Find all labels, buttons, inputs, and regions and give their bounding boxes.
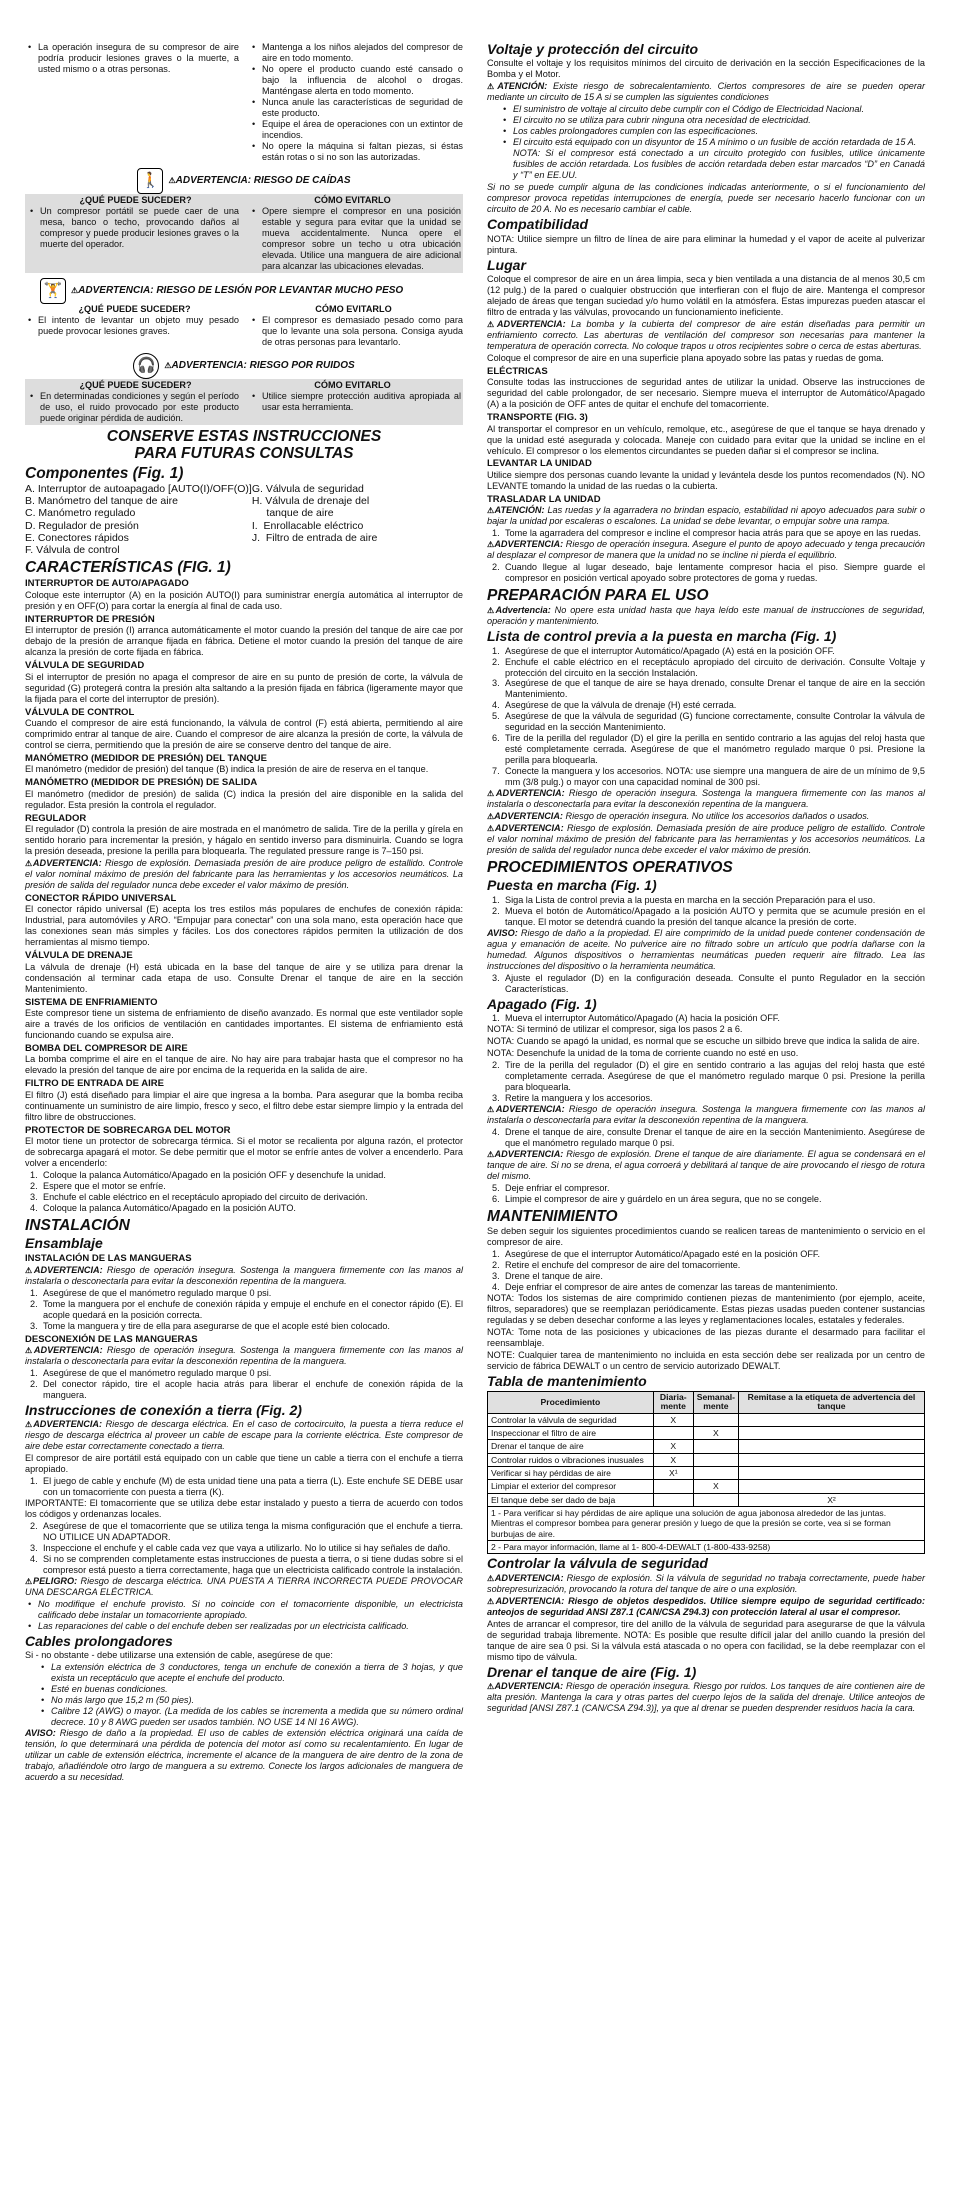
list-item: 2. Espere que el motor se enfríe. xyxy=(30,1180,166,1191)
component-item: B. Manómetro del tanque de aire xyxy=(25,495,178,508)
paragraph: El manómetro (medidor de presión) de salida (C) indica la presión del aire disponible en la salida del regulador. Esta presión la controla el regulador. xyxy=(25,788,463,810)
list-item: 4. Asegúrese de que la válvula de drenaje (H) esté cerrada. xyxy=(492,700,737,711)
warning-triangle-icon: ⚠ xyxy=(25,1265,34,1275)
caution-paragraph: ⚠ATENCIÓN: Las ruedas y la agarradera no brindan espacio, estabilidad ni apoyo adecuados para subir o bajar la unidad por escaleras o escalones. La unidad se debe levantar, o empujar sobre una rampa. xyxy=(487,505,925,527)
components-heading: Componentes (Fig. 1) xyxy=(25,464,184,482)
table-cell: X xyxy=(693,1427,738,1440)
warning-triangle-icon: ⚠ xyxy=(487,506,495,516)
warning-paragraph: ⚠ADVERTENCIA: Riesgo de operación insegura. Sostenga la manguera firmemente con las manos al instalarla o desconectarla para evitar la desconexión repentina de la manguera. xyxy=(25,1345,464,1366)
warning-triangle-icon: ⚠ xyxy=(487,82,498,92)
table-cell xyxy=(739,1467,925,1480)
warning-triangle-icon: ⚠ xyxy=(25,1420,34,1430)
table-cell xyxy=(693,1413,738,1426)
paragraph: Al transportar el compresor en un vehículo, remolque, etc., asegúrese de que el tanque se haya drenado y que la unidad esté asegurada y colocada. Maneje con cuidado para evitar que la unidad se incline en el vehículo. El compresor o los elementos circundantes se pueden dañar si el compresor se inclina. xyxy=(487,423,925,456)
section-subheading: VÁLVULA DE SEGURIDAD xyxy=(25,660,145,672)
list-item: 2. Del conector rápido, tire el acople hacia atrás para liberar el enchufe de conexión rápida de la manguera. xyxy=(30,1378,463,1400)
table-row xyxy=(488,1440,925,1453)
how-to-prevent-label: CÓMO EVITARLO xyxy=(315,303,392,314)
compatibility-heading: Compatibilidad xyxy=(487,216,589,233)
table-cell xyxy=(739,1413,925,1426)
table-cell: Drenar el tanque de aire xyxy=(488,1440,654,1453)
note: NOTA: Si terminó de utilizar el compresor, siga los pasos 2 a 6. xyxy=(487,1023,743,1034)
assembly-heading: Ensamblaje xyxy=(25,1234,103,1251)
numbered-list xyxy=(487,1060,925,1104)
paragraph: La válvula de drenaje (H) está ubicada en la base del tanque de aire y se utiliza para drenar la condensación al terminar cada etapa de uso. Consulte Drenar el tanque de aire en la sección Mantenimiento. xyxy=(25,961,463,994)
notice-paragraph: AVISO: Riesgo de daño a la propiedad. El uso de cables de extensión eléctrica originará una caída de tensión, lo que determinará una pérdida de potencia del motor así como su recalentamiento. En lugar de utilizar un cable de extensión eléctrica, incremente el alcance de la manguera de aire dentro de la zona de trabajo, añadiéndole otro largo de manguera a su extremo. Conecte los largos adicionales de manguera de acuerdo a su necesidad. xyxy=(25,1728,463,1783)
warning-paragraph: ⚠ADVERTENCIA: Riesgo de operación insegura. Sostenga la manguera firmemente con las manos al instalarla o desconectarla para evitar la desconexión repentina de la manguera. xyxy=(487,1103,926,1125)
bullet: • Los cables prolongadores cumplen con las especificaciones. xyxy=(487,126,925,137)
table-cell: Inspeccionar el filtro de aire xyxy=(488,1427,654,1440)
bullet-list xyxy=(487,104,925,148)
warning-triangle-icon: ⚠ xyxy=(487,789,496,799)
list-item: 6. Limpie el compresor de aire y guárdelo en un área segura, que no se congele. xyxy=(492,1193,822,1204)
numbered-list xyxy=(487,528,925,539)
list-item: 2. Tome la manguera por el enchufe de conexión rápida y empuje el enchufe en el conector rápido (E). El acople quedará en la posición correcta. xyxy=(30,1298,463,1320)
caution-paragraph: ⚠ATENCIÓN: Existe riesgo de sobrecalentamiento. Ciertos compresores de aire se pueden operar mediante un circuito de 15 A si se cumplen las siguientes condiciones xyxy=(487,81,926,103)
numbered-list xyxy=(25,1476,463,1498)
table-cell xyxy=(693,1440,738,1453)
table-cell xyxy=(739,1440,925,1453)
numbered-list xyxy=(487,1183,925,1205)
section-subheading: DESCONEXIÓN DE LAS MANGUERAS xyxy=(25,1333,198,1345)
list-item: 1. Asegúrese de que el manómetro regulado marque 0 psi. xyxy=(30,1367,272,1378)
warning-paragraph: ⚠ADVERTENCIA: Riesgo de explosión. Drene el tanque de aire diariamente. El agua se condensará en el tanque de aire. Si no se drena, el agua corroerá y debilitará al tanque de aire provocando el riesgo de rotura del mismo. xyxy=(487,1148,926,1181)
table-cell: X xyxy=(653,1413,693,1426)
paragraph: NOTA: Utilice siempre un filtro de línea de aire para eliminar la humedad y el vapor de aceite al pulverizar pintura. xyxy=(487,233,925,255)
components-list xyxy=(25,483,463,557)
what-can-happen-label: ¿QUÉ PUEDE SUCEDER? xyxy=(79,194,192,205)
section-subheading: REGULADOR xyxy=(25,812,87,824)
bullet: • El suministro de voltaje al circuito debe cumplir con el Código de Electricidad Nacional. xyxy=(487,104,925,115)
warning-paragraph: ⚠ADVERTENCIA: Riesgo de explosión. Demasiada presión de aire produce peligro de estallido. Controle el valor nominal máximo de presión del fabricante para las herramientas y los accesorios neumáticos. La presión de salida del regulador nunca debe exceder el valor máximo de presión. xyxy=(25,857,463,890)
warning-paragraph: ⚠ADVERTENCIA: Riesgo de operación insegura. Asegure el punto de apoyo adecuado y tenga precaución al desplazar el compresor de manera que la unidad no se incline ni pierda el equilibrio. xyxy=(487,539,925,561)
list-item: 1. El juego de cable y enchufe (M) de esta unidad tiene una pata a tierra (L). Este enchufe SE DEBE usar con un tomacorriente con puesta a tierra (K). xyxy=(30,1476,463,1498)
paragraph: Coloque el compresor de aire en una superficie plana apoyado sobre las patas y ruedas de goma. xyxy=(487,352,884,363)
bullet: • El intento de levantar un objeto muy pesado puede provocar lesiones graves. xyxy=(25,315,239,337)
warning-triangle-icon: ⚠ xyxy=(487,606,496,616)
table-header: Semanal-mente xyxy=(693,1391,738,1413)
table-cell: X xyxy=(653,1453,693,1466)
warning-paragraph: ⚠ADVERTENCIA: Riesgo de descarga eléctrica. En el caso de cortocircuito, la puesta a tierra reduce el riesgo de descarga eléctrica al proveer un cable de escape para la corriente eléctrica. Este compresor de aire debe estar correctamente conectado a tierra. xyxy=(25,1419,463,1452)
paragraph: Si el interruptor de presión no apaga el compresor de aire en su punto de presión de corte, la válvula de seguridad (G) protegerá contra la presión alta saltando a la presión fijada en fábrica (ligeramente mayor que la fijada para el corte del interruptor de presión). xyxy=(25,671,463,704)
table-cell xyxy=(739,1480,925,1493)
warning-triangle-icon: ⚠ xyxy=(487,540,495,550)
paragraph: Este compresor tiene un sistema de enfriamiento de diseño avanzado. Es normal que este ventilador sople aire a través de los orificios de ventilación en cantidades importantes. El sistema de enfriamiento está funcionando cuando se expulsa aire. xyxy=(25,1007,463,1040)
checklist-heading: Lista de control previa a la puesta en marcha (Fig. 1) xyxy=(487,628,837,645)
list-item: 2. Asegúrese de que el tomacorriente que se utiliza tenga la misma configuración que el enchufe a tierra. NO UTILICE UN ADAPTADOR. xyxy=(30,1521,463,1543)
list-item: 2. Enchufe el cable eléctrico en el receptáculo apropiado del circuito de derivación. Consulte Voltaje y protección del circuito en la sección Instalación. xyxy=(492,656,925,678)
bullet: • Esté en buenas condiciones. xyxy=(25,1684,463,1695)
component-item: A. Interruptor de autoapagado [AUTO(I)/OFF(O)] xyxy=(25,482,252,495)
section-subheading: ELÉCTRICAS xyxy=(487,365,548,377)
table-header: Remitase a la etiqueta de advertencia del tanque xyxy=(739,1391,925,1413)
table-cell xyxy=(739,1453,925,1466)
paragraph: El interruptor de presión (I) arranca automáticamente el motor cuando la presión del tanque de aire cae por debajo de la presión de arranque fijada en fábrica. Detiene el motor cuando la presión del tanque de aire alcanza la presión de corte fijada en fábrica. xyxy=(25,625,463,658)
bullet: • Un compresor portátil se puede caer de una mesa, banco o techo, provocando daños al compresor y puede producir lesiones graves o la muerte del operador. xyxy=(27,206,239,250)
bullet: • Equipe el área de operaciones con un extintor de incendios. xyxy=(249,119,463,141)
installation-heading: INSTALACIÓN xyxy=(25,1216,130,1234)
list-item: 3. Asegúrese de que el tanque de aire se haya drenado, consulte Drenar el tanque de aire en la sección Mantenimiento. xyxy=(492,678,925,700)
table-cell: X xyxy=(653,1440,693,1453)
list-item: 1. Coloque la palanca Automático/Apagado en la posición OFF y desenchufe la unidad. xyxy=(30,1169,386,1180)
voltage-heading: Voltaje y protección del circuito xyxy=(487,41,699,57)
heavy-lifting-icon: 🏋 xyxy=(40,278,66,304)
list-item: 6. Tire de la perilla del regulador (D) el gire la perilla en sentido contrario a las agujas del reloj hasta que esté completamente cerrada. Asegúrese de que el manómetro regulado marque 0 psi. Presione la perilla para bloquearla. xyxy=(492,733,925,766)
list-item: 2. Tire de la perilla del regulador (D) el gire en sentido contrario a las agujas del reloj hasta que esté completamente cerrada. Asegúrese de que el manómetro regulado marque 0 psi. Presione la perilla para bloquearla. xyxy=(492,1059,925,1092)
section-subheading: INSTALACIÓN DE LAS MANGUERAS xyxy=(25,1253,192,1265)
note: NOTE: Cualquier tarea de mantenimiento no incluida en esta sección debe ser realizada por un centro de servicio de fábrica DEWALT o un centro de servicio autorizado DEWALT. xyxy=(487,1349,925,1371)
section-subheading: VÁLVULA DE DRENAJE xyxy=(25,950,133,962)
preparation-heading: PREPARACIÓN PARA EL USO xyxy=(487,587,709,605)
what-can-happen-label: ¿QUÉ PUEDE SUCEDER? xyxy=(79,379,192,390)
list-item: 4. Si no se comprenden completamente estas instrucciones de puesta a tierra, o si tiene dudas sobre si el compresor está puesto a tierra correctamente, haga que un electricista calificado controle la instalación. xyxy=(30,1554,463,1576)
list-item: 5. Asegúrese de que la válvula de seguridad (G) funcione correctamente, consulte Controlar la válvula de seguridad en la sección Mantenimiento. xyxy=(492,711,925,733)
list-item: 3. Retire la manguera y los accesorios. xyxy=(492,1092,653,1103)
table-cell xyxy=(653,1480,693,1493)
bullet: • La extensión eléctrica de 3 conductores, tenga un enchufe de conexión a tierra de 3 hojas, y que exista un receptáculo que acepte el enchufe del producto. xyxy=(25,1662,463,1684)
table-cell: El tanque debe ser dado de baja xyxy=(488,1493,654,1506)
table-cell xyxy=(653,1427,693,1440)
warning-paragraph: ⚠ADVERTENCIA: Riesgo de operación insegura. Sostenga la manguera firmemente con las manos al instalarla o desconectarla para evitar la desconexión repentina de la manguera. xyxy=(25,1264,464,1286)
bullet: • Calibre 12 (AWG) o mayor. (La medida de los cables se incrementa a medida que su número ordinal decrece. 10 y 8 AWG pueden ser usados también. NO USE 14 NI 16 AWG). xyxy=(25,1706,463,1728)
section-subheading: CONECTOR RÁPIDO UNIVERSAL xyxy=(25,892,177,904)
list-item: 3. Enchufe el cable eléctrico en el receptáculo apropiado del circuito de derivación. xyxy=(30,1191,368,1202)
fall-hazard-icon: 🚶 xyxy=(137,168,163,194)
check-safety-valve-heading: Controlar la válvula de seguridad xyxy=(487,1555,708,1572)
bullet: • No modifique el enchufe provisto. Si no coincide con el tomacorriente disponible, un electricista calificado debe instalar un tomacorriente apropiado. xyxy=(25,1599,463,1621)
what-can-happen-label: ¿QUÉ PUEDE SUCEDER? xyxy=(78,303,191,314)
section-subheading: FILTRO DE ENTRADA DE AIRE xyxy=(25,1078,164,1090)
warning-triangle-icon: ⚠ xyxy=(487,1596,496,1606)
warning-triangle-icon: ⚠ xyxy=(487,824,495,834)
bullet: • No más largo que 15,2 m (50 pies). xyxy=(25,1695,463,1706)
table-header: Diaria-mente xyxy=(653,1391,693,1413)
numbered-list xyxy=(25,1288,463,1332)
warning-triangle-icon: ⚠ xyxy=(25,858,33,868)
paragraph: Coloque el compresor de aire en un área limpia, seca y bien ventilada a una distancia de al menos 30,5 cm (12 pulg.) de la pared o cualquier obstrucción que interfieran con el flujo de aire. Mantenga el compresor alejado de áreas que tengan suciedad y/o humo volátil en la atmósfera. Estas impurezas pueden atascar el filtro de entrada y las válvulas, provocando un funcionamiento ineficiente. xyxy=(487,273,925,317)
section-subheading: BOMBA DEL COMPRESOR DE AIRE xyxy=(25,1042,188,1054)
warning-paragraph: ⚠ADVERTENCIA: Riesgo de operación insegura. Riesgo por ruidos. Los tanques de aire contienen aire de alta presión. Mantenga la cara y otras partes del cuerpo lejos de la salida del drenaje. Utilice anteojos de seguridad [ANSI Z87.1 (CAN/CSA Z94.3)], ya que al drenar se pueden desprender residuos hacia la cara. xyxy=(487,1680,925,1713)
drain-tank-heading: Drenar el tanque de aire (Fig. 1) xyxy=(487,1663,697,1680)
bullet: • No opere el producto cuando esté cansado o bajo la influencia de alcohol o drogas. Manténgase alerta en todo momento. xyxy=(249,64,463,97)
warning-paragraph: ⚠ADVERTENCIA: Riesgo de operación insegura. Sostenga la manguera firmemente con las manos al instalarla o desconectarla para evitar la desconexión repentina de la manguera. xyxy=(487,788,926,810)
warning-triangle-icon: ⚠ xyxy=(25,1577,34,1587)
right-column xyxy=(487,42,925,1715)
warning-triangle-icon: ⚠ xyxy=(71,285,79,295)
bullet: • Utilice siempre protección auditiva apropiada al usar esta herramienta. xyxy=(249,391,461,413)
bullet: • El compresor es demasiado pesado como para que lo levante una sola persona. Consiga ayuda de otras personas para levantarlo. xyxy=(249,315,463,348)
list-item: 3. Tome la manguera y tire de ella para asegurarse de que el acople esté bien colocado. xyxy=(30,1320,390,1331)
warning-triangle-icon: ⚠ xyxy=(164,360,172,370)
warning-triangle-icon: ⚠ xyxy=(487,1573,495,1583)
paragraph: Cuando el compresor de aire está funcionando, la válvula de control (F) está abierta, permitiendo al aire comprimido entrar al tanque de aire. Cuando el compresor de aire alcanza la presión de corte, la válvula de control se cierra, permitiendo que la presión de aire se conserve dentro del tanque de aire. xyxy=(25,717,463,750)
extension-cords-heading: Cables prolongadores xyxy=(25,1633,173,1650)
paragraph: Consulte todas las instrucciones de seguridad antes de utilizar la unidad. Observe las instrucciones de seguridad del cable prolongador, de ser necesario. Siempre mueva el interruptor de Automático/Apagado (A) a la posición de OFF antes de quitar el enchufe del tomacorriente. xyxy=(487,377,925,410)
paragraph: Utilice siempre dos personas cuando levante la unidad y levántela desde los puntos recomendados (N). NO LEVANTE tomando la unidad de las ruedas o la cubierta. xyxy=(487,469,925,491)
bullet-list xyxy=(25,1662,463,1728)
table-cell xyxy=(739,1427,925,1440)
how-to-prevent-label: CÓMO EVITARLO xyxy=(314,379,391,390)
table-cell: Verificar si hay pérdidas de aire xyxy=(488,1467,654,1480)
component-item: D. Regulador de presión xyxy=(25,519,139,532)
bullet: • Nunca anule las características de seguridad de este producto. xyxy=(249,97,463,119)
section-subheading: INTERRUPTOR DE PRESIÓN xyxy=(25,613,155,625)
warning-paragraph: ⚠ADVERTENCIA: Riesgo de explosión. Si la válvula de seguridad no trabaja correctamente, puede haber sobrepresurización, provocando la rotura del tanque de aire o una explosión. xyxy=(487,1572,926,1594)
list-item: 3. Inspeccione el enchufe y el cable cada vez que vaya a utilizarlo. No lo utilice si hay señales de daño. xyxy=(30,1543,451,1554)
note: NOTA: Desenchufe la unidad de la toma de corriente cuando no esté en uso. xyxy=(487,1047,799,1058)
section-subheading: INTERRUPTOR DE AUTO/APAGADO xyxy=(25,578,189,590)
table-cell: Controlar ruidos o vibraciones inusuales xyxy=(488,1453,654,1466)
bullet-list xyxy=(25,1599,463,1632)
table-cell: X¹ xyxy=(653,1467,693,1480)
component-item: tanque de aire xyxy=(251,507,334,520)
list-item: 3. Drene el tanque de aire. xyxy=(492,1270,603,1281)
table-row xyxy=(488,1413,925,1426)
table-row xyxy=(488,1453,925,1466)
bullet: • Las reparaciones del cable o del enchufe deben ser realizadas por un electricista calificado. xyxy=(25,1621,463,1632)
paragraph: El filtro (J) está diseñado para limpiar el aire que ingresa a la bomba. Para asegurar que la bomba reciba continuamente un suministro de aire limpio, fresco y seco, el filtro debe estar siempre limpio y la entrada del filtro libre de obstrucciones. xyxy=(25,1089,463,1122)
bullet: • El circuito está equipado con un disyuntor de 15 A mínimo o un fusible de acción retardada de 15 A. xyxy=(487,137,925,148)
numbered-list xyxy=(487,1013,925,1024)
list-item: 1. Asegúrese de que el manómetro regulado marque 0 psi. xyxy=(30,1287,272,1298)
note: NOTA: Todos los sistemas de aire comprimido contienen piezas de mantenimiento (por ejemplo, aceite, filtros, separadores) que se reemplazan periódicamente. Estas piezas usadas pueden contener sustancias reguladas y se deben desechar conforme a las leyes y reglamentaciones locales, estatales y federales. xyxy=(487,1292,925,1325)
table-cell xyxy=(693,1493,738,1506)
bullet: • Mantenga a los niños alejados del compresor de aire en todo momento. xyxy=(249,42,463,64)
paragraph: Coloque este interruptor (A) en la posición AUTO(I) para suministrar energía automática al interruptor de presión y en OFF(O) para cortar la energía al final de cada uso. xyxy=(25,589,463,611)
table-row xyxy=(488,1480,925,1493)
risk-lifting xyxy=(25,278,463,348)
component-item: F. Válvula de control xyxy=(25,544,120,557)
table-cell: Controlar la válvula de seguridad xyxy=(488,1413,654,1426)
paragraph: El manómetro (medidor de presión) del tanque (B) indica la presión de aire de reserva en el tanque. xyxy=(25,764,429,775)
paragraph: Consulte el voltaje y los requisitos mínimos del circuito de derivación en la sección Especificaciones de la Bomba y el Motor. xyxy=(487,58,925,80)
bullet: • No opere la máquina si faltan piezas, si éstas están rotas o si no son las autorizadas. xyxy=(249,141,463,163)
risk-falls xyxy=(25,168,463,273)
operating-procedures-heading: PROCEDIMIENTOS OPERATIVOS xyxy=(487,859,733,877)
section-subheading: VÁLVULA DE CONTROL xyxy=(25,706,135,718)
paragraph: Si no se puede cumplir alguna de las condiciones indicadas anteriormente, o si el funcionamiento del compresor provoca repetidas interrupciones de energía, puede ser necesario hacerlo funcionar con un circuito de 20 A. No es necesario cambiar el cable. xyxy=(487,182,925,215)
table-cell xyxy=(693,1453,738,1466)
section-subheading: LEVANTAR LA UNIDAD xyxy=(487,458,592,470)
section-subheading: PROTECTOR DE SOBRECARGA DEL MOTOR xyxy=(25,1124,231,1136)
list-item: 1. Asegúrese de que el interruptor Automático/Apagado esté en la posición OFF. xyxy=(492,1248,821,1259)
risk-title: ADVERTENCIA: RIESGO DE LESIÓN POR LEVANTAR MUCHO PESO xyxy=(78,284,404,296)
warning-paragraph: ⚠ADVERTENCIA: La bomba y la cubierta del compresor de aire están diseñadas para permitir un enfriamiento correcto. Las aberturas de ventilación del compresor son necesarias para mantener la temperatura de operación correcta. No coloque trapos u otros recipientes sobre o cerca de estas aberturas. xyxy=(487,318,925,351)
list-item: 1. Mueva el interruptor Automático/Apagado (A) hacia la posición OFF. xyxy=(492,1012,780,1023)
paragraph: El compresor de aire portátil está equipado con un cable que tiene un cable a tierra con el enchufe a tierra apropiado. xyxy=(25,1453,463,1475)
note: NOTA: Si el compresor está conectado a un circuito protegido con fusibles, utilice únicamente fusibles de acción retardada. Los fusibles de acción retardada deben estar marcados “D” en Canadá y “T” en EE.UU. xyxy=(513,148,925,181)
numbered-list xyxy=(487,562,925,584)
warning-triangle-icon: ⚠ xyxy=(487,1149,495,1159)
section-subheading: SISTEMA DE ENFRIAMIENTO xyxy=(25,996,158,1008)
list-item: 4. Drene el tanque de aire, consulte Drenar el tanque de aire en la sección Mantenimiento. Asegúrese de que el manómetro regulado marque 0 psi. xyxy=(492,1126,925,1148)
location-heading: Lugar xyxy=(487,256,526,273)
shutdown-heading: Apagado (Fig. 1) xyxy=(487,995,597,1012)
numbered-list xyxy=(487,895,925,928)
grounding-heading: Instrucciones de conexión a tierra (Fig. 2) xyxy=(25,1401,302,1418)
note: NOTA: Tome nota de las posiciones y ubicaciones de las piezas durante el desarmado para facilitar el reensamblaje. xyxy=(487,1326,925,1348)
paragraph: El motor tiene un protector de sobrecarga térmica. Si el motor se recalienta por alguna razón, el protector de sobrecarga apagará el motor. Se debe permitir que el motor se enfríe antes de volver a encenderlo. Para volver a encenderlo: xyxy=(25,1136,463,1168)
table-cell xyxy=(693,1467,738,1480)
numbered-list xyxy=(487,1127,925,1149)
how-to-prevent-label: CÓMO EVITARLO xyxy=(314,194,391,205)
table-row xyxy=(488,1493,925,1506)
left-column xyxy=(25,42,463,1784)
paragraph: Se deben seguir los siguientes procedimientos cuando se realicen tareas de mantenimiento o servicio en el compresor de aire. xyxy=(487,1225,925,1247)
risk-title: ADVERTENCIA: RIESGO DE CAÍDAS xyxy=(175,174,351,186)
numbered-list xyxy=(487,646,925,789)
warning-triangle-icon: ⚠ xyxy=(487,319,497,329)
notice-paragraph: AVISO: Riesgo de daño a la propiedad. El aire comprimido de la unidad puede contener condensación de agua y emanación de aceite. No pulverice aire no filtrado sobre un artículo que podría dañarse con la humedad. Algunos dispositivos o herramientas neumáticas pueden requerir aire filtrado. Lea las instrucciones del dispositivo o la herramienta neumática. xyxy=(487,927,925,971)
warning-triangle-icon: ⚠ xyxy=(168,175,176,185)
warning-paragraph: ⚠ADVERTENCIA: Riesgo de objetos despedidos. Utilice siempre equipo de seguridad certificado: anteojos de seguridad ANSI Z87.1 (CAN/CSA Z94.3) con protección lateral al usar el compresor. xyxy=(487,1595,925,1617)
warning-triangle-icon: ⚠ xyxy=(487,1104,496,1114)
list-item: 3. Ajuste el regulador (D) en la configuración deseada. Consulte el punto Regulador en la sección Características. xyxy=(492,972,925,994)
table-footnote: 1 - Para verificar si hay pérdidas de aire aplique una solución de agua jabonosa alrededor de las juntas. Mientras el compresor bombea para generar presión y luego de que la presión se corte, vea si se forman burbujas de aire. xyxy=(488,1506,925,1540)
list-item: 2. Cuando llegue al lugar deseado, baje lentamente compresor hacia el piso. Siempre guarde el compresor en posición vertical apoyado sobre protectores de goma y ruedas. xyxy=(492,562,925,584)
list-item: 1. Siga la Lista de control previa a la puesta en marcha en la sección Preparación para el uso. xyxy=(492,894,876,905)
maintenance-table xyxy=(487,1391,925,1554)
numbered-list xyxy=(487,973,925,995)
list-item: 1. Tome la agarradera del compresor e incline el compresor hacia atrás para que se apoye en las ruedas. xyxy=(492,528,921,539)
section-subheading: MANÓMETRO (MEDIDOR DE PRESIÓN) DEL TANQUE xyxy=(25,752,267,764)
table-cell xyxy=(653,1493,693,1506)
table-footnote: 2 - Para mayor información, llame al 1- 800-4-DEWALT (1-800-433-9258) xyxy=(488,1540,925,1553)
table-cell: X xyxy=(693,1480,738,1493)
section-subheading: TRANSPORTE (FIG. 3) xyxy=(487,412,588,424)
component-item: J. Filtro de entrada de aire xyxy=(251,531,378,544)
list-item: 4. Deje enfriar el compresor de aire antes de comenzar las tareas de mantenimiento. xyxy=(492,1281,838,1292)
risk-title: ADVERTENCIA: RIESGO POR RUIDOS xyxy=(171,359,355,371)
numbered-list xyxy=(25,1170,463,1214)
warning-paragraph: ⚠Advertencia: No opere esta unidad hasta que haya leído este manual de instrucciones de seguridad, operación y mantenimiento. xyxy=(487,605,926,627)
component-item: E. Conectores rápidos xyxy=(25,531,129,544)
section-subheading: TRASLADAR LA UNIDAD xyxy=(487,493,601,505)
list-item: 2. Retire el enchufe del compresor de aire del tomacorriente. xyxy=(492,1259,741,1270)
paragraph: Si - no obstante - debe utilizarse una extensión de cable, asegúrese de que: xyxy=(25,1650,333,1661)
startup-heading: Puesta en marcha (Fig. 1) xyxy=(487,877,657,894)
danger-paragraph: ⚠PELIGRO: Riesgo de descarga eléctrica. UNA PUESTA A TIERRA INCORRECTA PUEDE PROVOCAR UNA DESCARGA ELÉCTRICA. xyxy=(25,1576,463,1598)
bullet: • Opere siempre el compresor en una posición estable y segura para evitar que la unidad se mueva accidentalmente. Nunca opere el compresor sobre un techo u otra ubicación elevada. Utilice una manguera de aire adicional para alcanzar las ubicaciones elevadas. xyxy=(249,206,461,272)
component-item: G. Válvula de seguridad xyxy=(251,482,364,495)
table-cell: Limpiar el exterior del compresor xyxy=(488,1480,654,1493)
note: NOTA: Cuando se apagó la unidad, es normal que se escuche un silbido breve que indica la salida de aire. xyxy=(487,1035,920,1046)
section-subheading: MANÓMETRO (MEDIDOR DE PRESIÓN) DE SALIDA xyxy=(25,777,258,789)
component-item: H. Válvula de drenaje del xyxy=(251,495,370,508)
paragraph: La bomba comprime el aire en el tanque de aire. No hay aire para trabajar hasta que el compresor no ha elevado la presión del tanque de aire por encima de la requerida en la salida de aire. xyxy=(25,1054,463,1076)
numbered-list xyxy=(25,1368,463,1401)
paragraph: El conector rápido universal (E) acepta los tres estilos más populares de enchufes de conexión rápida: Industrial, para automóviles y ARO. “Empujar para conectar” con una sola mano, esta operación hace que las conexiones sean más simples y fáciles. Los dos conectores rápidos permiten la utilización de dos herramientas al mismo tiempo. xyxy=(25,904,463,948)
list-item: 1. Asegúrese de que el interruptor Automático/Apagado (A) está en la posición OFF. xyxy=(492,645,835,656)
warning-paragraph: ⚠ADVERTENCIA: Riesgo de operación insegura. No utilice los accesorios dañados o usados. xyxy=(487,811,870,822)
numbered-list xyxy=(25,1521,463,1576)
component-item: I. Enrollacable eléctrico xyxy=(251,519,364,532)
ear-protection-icon: 🎧 xyxy=(133,353,159,379)
list-item: 2. Mueva el botón de Automático/Apagado a la posición AUTO y permita que se acumule presión en el tanque. El motor se detendrá cuando la presión del tanque alcance la presión de corte. xyxy=(492,905,925,927)
warning-triangle-icon: ⚠ xyxy=(487,1681,495,1691)
table-row xyxy=(488,1467,925,1480)
list-item: 5. Deje enfriar el compresor. xyxy=(492,1182,610,1193)
warning-triangle-icon: ⚠ xyxy=(25,1346,34,1356)
conserve-heading: CONSERVE ESTAS INSTRUCCIONES PARA FUTURAS CONSULTAS xyxy=(106,427,382,462)
numbered-list xyxy=(487,1249,925,1293)
features-heading: CARACTERÍSTICAS (FIG. 1) xyxy=(25,559,231,577)
general-safety-bullets xyxy=(25,42,463,163)
bullet: • El circuito no se utiliza para cubrir ninguna otra necesidad de electricidad. xyxy=(487,115,925,126)
bullet: • La operación insegura de su compresor de aire podría producir lesiones graves o la muerte, a usted mismo o a otras personas. xyxy=(25,42,239,75)
table-header: Procedimiento xyxy=(488,1391,654,1413)
risk-noise xyxy=(25,353,463,425)
warning-paragraph: ⚠ADVERTENCIA: Riesgo de explosión. Demasiada presión de aire produce peligro de estallido. Controle el valor nominal máximo de presión del fabricante para las herramientas y los accesorios neumáticos. La presión de salida del regulador nunca debe exceder el valor máximo de presión. xyxy=(487,823,925,856)
warning-triangle-icon: ⚠ xyxy=(487,812,495,822)
table-cell: X² xyxy=(739,1493,925,1506)
important-note: IMPORTANTE: El tomacorriente que se utiliza debe estar instalado y puesto a tierra de acuerdo con todos los códigos y ordenanzas locales. xyxy=(25,1498,463,1520)
table-row xyxy=(488,1427,925,1440)
component-item: C. Manómetro regulado xyxy=(25,507,136,520)
list-item: 7. Conecte la manguera y los accesorios. NOTA: use siempre una manguera de aire de un mínimo de 9,5 mm (3/8 pulg.) o mayor con una capacidad nominal de 300 psi. xyxy=(492,766,925,788)
maintenance-table-heading: Tabla de mantenimiento xyxy=(487,1372,647,1389)
list-item: 4. Coloque la palanca Automático/Apagado en la posición AUTO. xyxy=(30,1202,296,1213)
maintenance-heading: MANTENIMIENTO xyxy=(487,1207,618,1225)
paragraph: Antes de arrancar el compresor, tire del anillo de la válvula de seguridad para asegurarse de que la válvula de seguridad trabaja libremente. NOTA: Es posible que resulte difícil jalar del anillo cuando la presión del tanque de aire sea 0 psi. Si la válvula está atascada o no opera con facilidad, se la debe reemplazar con el mismo tipo de válvula. xyxy=(487,1618,925,1662)
paragraph: El regulador (D) controla la presión de aire mostrada en el manómetro de salida. Tire de la perilla y gírela en sentido horario para incrementar la presión, y hágalo en sentido inverso para disminuirla. Cuando se logra la presión deseada, presione la perilla para bloquearla. The regulated pressure range is 7–150 psi. xyxy=(25,823,463,856)
bullet: • En determinadas condiciones y según el período de uso, el ruido provocado por este producto puede originar pérdida de audición. xyxy=(27,391,239,424)
